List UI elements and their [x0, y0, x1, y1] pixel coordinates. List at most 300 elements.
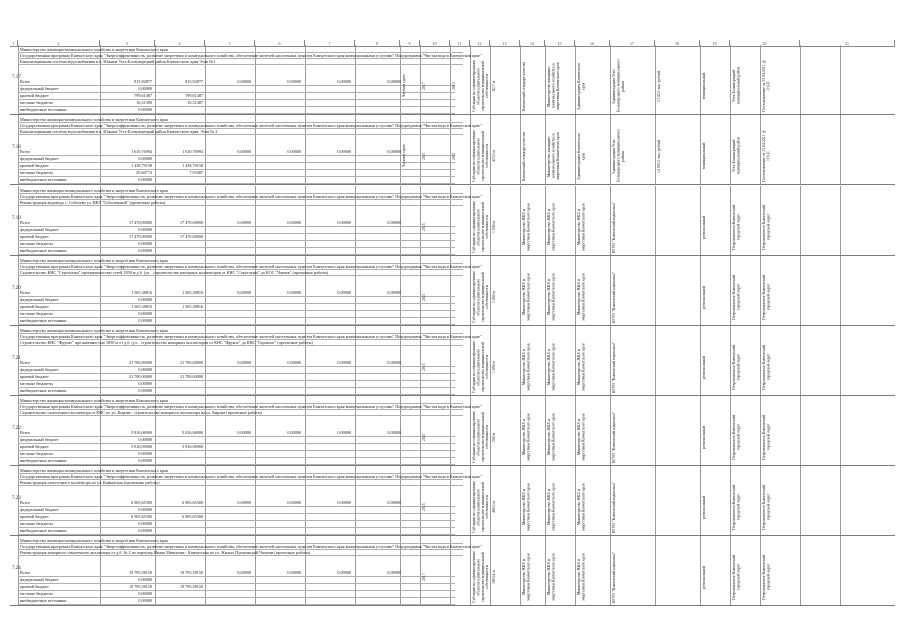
grid-line [840, 256, 841, 325]
table-row [10, 466, 895, 536]
finance-source-label: местные бюджеты [20, 311, 53, 316]
vertical-cell-text: Министерство ЖКХ и энергетики Камчатского края [577, 203, 586, 251]
vertical-cell-text: 2021 [452, 152, 456, 160]
grid-line [800, 45, 801, 114]
grid-line [545, 326, 546, 395]
row-line [18, 162, 455, 163]
grid-line [700, 536, 701, 605]
grid-line [730, 466, 731, 535]
finance-year-value: 1 565,38816 [182, 304, 203, 309]
grid-line [545, 115, 546, 184]
vertical-cell-text: региональный [702, 355, 706, 379]
grid-line [545, 396, 546, 465]
finance-total-value: 6 905,65300 [131, 514, 152, 519]
grid-line [730, 396, 731, 465]
grid-line [840, 536, 841, 605]
grid-line [490, 186, 491, 255]
grid-line [575, 466, 576, 535]
finance-total-value: 0,00000 [138, 248, 152, 253]
vertical-cell-text [452, 270, 466, 324]
finance-source-label: местные бюджеты [20, 170, 53, 175]
vertical-cell-text: КГУП "Камчатский водоканал" [612, 411, 616, 463]
row-line [18, 576, 455, 577]
row-number: 7.22 [12, 426, 21, 431]
row-line [18, 443, 455, 444]
finance-source-label: федеральный бюджет [20, 577, 59, 582]
finance-source-label: внебюджетные источники [20, 528, 67, 533]
column-header-cell: 18 [655, 40, 700, 47]
finance-zero-value: 0,00000 [287, 360, 301, 365]
finance-zero-value: 0,00000 [237, 430, 251, 435]
column-header-cell: 9 [400, 40, 420, 47]
object-description-line: Государственная программа Камчатского края "Энергоэффективность, развитие энергетики и коммунального хозяйства, обеспечение жителей населенных пунктов Камчатского края коммунальными услугами" Подпрограмма "Чистая вода в Камчатском крае" [20, 404, 482, 409]
finance-source-label: Всего [20, 149, 31, 154]
grid-line [760, 326, 761, 395]
vertical-cell-text [402, 550, 416, 604]
grid-line [490, 466, 491, 535]
row-line [18, 113, 455, 114]
grid-line [490, 396, 491, 465]
row-line [18, 205, 463, 206]
grid-line [575, 186, 576, 255]
finance-zero-value: 0,00000 [337, 220, 351, 225]
grid-line [760, 396, 761, 465]
grid-line [840, 45, 841, 114]
row-line [18, 324, 455, 325]
finance-total-value: 0,00000 [138, 388, 152, 393]
grid-line [490, 45, 491, 114]
finance-total-value: 19 795,58150 [128, 570, 152, 575]
vertical-cell-text: 480,5 м [492, 501, 496, 513]
row-line [18, 366, 455, 367]
grid-line [610, 396, 611, 465]
row-line [18, 310, 455, 311]
finance-total-value: 29,60774 [136, 170, 152, 175]
grid-line [545, 186, 546, 255]
vertical-cell-text: Министерство ЖКХ и энергетики Камчатского края [547, 413, 556, 461]
vertical-cell-text: Министерство ЖКХ и энергетики Камчатского края [522, 273, 531, 321]
vertical-cell-text: Петропавловск-Камчатский городской округ [732, 204, 741, 250]
grid-line [520, 466, 521, 535]
vertical-cell-text [402, 270, 416, 324]
finance-total-value: 1 438,79158 [131, 163, 152, 168]
vertical-cell-text: Петропавловск-Камчатский городской округ [762, 484, 771, 530]
vertical-cell-text [657, 200, 695, 254]
vertical-cell-text: Петропавловск-Камчатский городской округ [732, 414, 741, 460]
finance-zero-value: 0,00000 [287, 79, 301, 84]
finance-source-label: Всего [20, 500, 31, 505]
row-line [18, 555, 463, 556]
row-number: 7.23 [12, 496, 21, 501]
vertical-cell-text [402, 340, 416, 394]
finance-zero-value: 0,00000 [237, 360, 251, 365]
finance-source-label: внебюджетные источники [20, 107, 67, 112]
vertical-cell-text [452, 200, 466, 254]
finance-source-label: краевой бюджет [20, 234, 49, 239]
vertical-cell-text [657, 480, 695, 534]
vertical-cell-text: Министерство ЖКХ и энергетики Камчатского края [577, 413, 586, 461]
grid-line [760, 45, 761, 114]
object-description-line: Государственная программа Камчатского края "Энергоэффективность, развитие энергетики и коммунального хозяйства, обеспечение жителей населенных пунктов Камчатского края коммунальными услугами" Подпрограмма "Чистая вода в Камчатском крае" [20, 123, 482, 128]
vertical-cell-text: Субсидии на софинансирование объектов капитального строительства муниципальной собственности [472, 410, 490, 464]
vertical-cell-text [657, 410, 695, 464]
grid-line [545, 466, 546, 535]
finance-zero-value: 0,00000 [337, 500, 351, 505]
row-line [18, 155, 455, 156]
object-description-line: Министерство жилищно-коммунального хозяйства и энергетики Камчатского края [20, 398, 168, 403]
object-description-line: Канализационная система водоснабжения в п. Южные Усть-Большерецкий район Камчатского края Этап №1 [20, 59, 216, 64]
vertical-cell-text: Министерство жилищно-коммунального хозяйства и энергетики Камчатского края [547, 132, 560, 180]
finance-zero-value: 0,00000 [237, 220, 251, 225]
grid-line [520, 326, 521, 395]
finance-year-value: 17 470,00000 [179, 220, 203, 225]
vertical-cell-text: Петропавловск-Камчатский городской округ [762, 274, 771, 320]
column-header-cell: 7 [305, 40, 355, 47]
finance-source-label: федеральный бюджет [20, 297, 59, 302]
column-header-cell: 6 [255, 40, 305, 47]
row-line [18, 240, 455, 241]
vertical-cell-text: 200 м [492, 432, 496, 442]
grid-line [840, 115, 841, 184]
finance-source-label: краевой бюджет [20, 444, 49, 449]
finance-year-value: 17 470,00000 [179, 234, 203, 239]
vertical-cell-text: муниципальный [702, 142, 706, 170]
finance-total-value: 0,00000 [138, 107, 152, 112]
row-number: 7.17 [12, 75, 21, 80]
column-header-cell: 17 [610, 40, 655, 47]
column-header-cell: 20 [730, 40, 800, 47]
grid-line [610, 536, 611, 605]
vertical-cell-text: 1963,4 м [492, 570, 496, 584]
finance-total-value: 0,00000 [138, 227, 152, 232]
row-line [18, 296, 455, 297]
finance-total-value: 0,00000 [138, 86, 152, 91]
row-line [18, 590, 455, 591]
finance-total-value: 5 816,06900 [131, 430, 152, 435]
grid-line [800, 536, 801, 605]
row-line [18, 513, 455, 514]
grid-line [730, 256, 731, 325]
finance-total-value: 21 700,00000 [128, 360, 152, 365]
vertical-cell-text: 1 500 м [492, 221, 496, 233]
finance-zero-value: 0,00000 [337, 360, 351, 365]
finance-year-value: 19 795,58150 [179, 584, 203, 589]
finance-source-label: Всего [20, 430, 31, 435]
finance-zero-value: 0,00000 [287, 149, 301, 154]
vertical-cell-text: Министерство ЖКХ и энергетики Камчатского края [522, 483, 531, 531]
finance-total-value: 0,00000 [138, 458, 152, 463]
grid-line [655, 45, 656, 114]
row-line [18, 604, 455, 605]
finance-source-label: краевой бюджет [20, 584, 49, 589]
vertical-cell-text: Петропавловск-Камчатский городской округ [762, 344, 771, 390]
finance-year-value: 7,93487 [189, 170, 203, 175]
table-row [10, 115, 895, 185]
column-header-cell: 11 [450, 40, 470, 47]
grid-line [490, 536, 491, 605]
grid-line [520, 396, 521, 465]
grid-line [800, 396, 801, 465]
grid-line [800, 326, 801, 395]
object-description-line: Государственная программа Камчатского края "Энергоэффективность, развитие энергетики и коммунального хозяйства, обеспечение жителей населенных пунктов Камчатского края коммунальными услугами" Подпрограмма "Чистая вода в Камчатском крае" [20, 264, 482, 269]
column-header-cell: 16 [575, 40, 610, 47]
finance-year-value: 6 905,65300 [182, 500, 203, 505]
row-line [18, 464, 455, 465]
finance-zero-value: 0,00000 [387, 430, 401, 435]
finance-source-label: внебюджетные источники [20, 598, 67, 603]
vertical-cell-text: 82,7 м [492, 81, 496, 91]
object-description-line: Реконструкция напорного самотечного коллектора от д.б. № 2 по переулку Ивана Мамонова - Камчатская по ул. Жилых Пушкинской Чапаева (проектные работы) [20, 550, 311, 555]
finance-year-value: 6 905,65300 [182, 514, 203, 519]
grid-line [800, 115, 801, 184]
grid-line [610, 186, 611, 255]
vertical-cell-text: Министерство ЖКХ и энергетики Камчатского края [547, 203, 556, 251]
row-number: 7.20 [12, 286, 21, 291]
row-line [18, 415, 463, 416]
vertical-cell-text [452, 480, 466, 534]
finance-total-value: 19 795,58150 [128, 584, 152, 589]
finance-total-value: 0,00000 [138, 437, 152, 442]
finance-year-value: 1 610,76994 [182, 149, 203, 154]
vertical-cell-text: Субсидии на софинансирование объектов капитального строительства муниципальной собственности [472, 200, 490, 254]
vertical-cell-text: Министерство ЖКХ и энергетики Камчатского края [547, 553, 556, 601]
vertical-cell-text [452, 410, 466, 464]
grid-line [700, 256, 701, 325]
vertical-cell-text: Субсидии на софинансирование объектов капитального строительства муниципальной собственности [472, 129, 490, 183]
vertical-cell-text: 2017 [422, 82, 426, 90]
finance-total-value: 17 470,00000 [128, 220, 152, 225]
grid-line [655, 396, 656, 465]
column-header-cell: 13 [490, 40, 520, 47]
row-line [18, 436, 455, 437]
grid-line [655, 326, 656, 395]
vertical-cell-text: Министерство жилищно-коммунального хозяйства и энергетики Камчатского края [547, 62, 560, 110]
grid-line [490, 326, 491, 395]
grid-line [730, 536, 731, 605]
finance-total-value: 0,00000 [138, 577, 152, 582]
row-line [18, 597, 455, 598]
vertical-cell-text [452, 340, 466, 394]
object-description-line: Государственная программа Камчатского края "Энергоэффективность, развитие энергетики и коммунального хозяйства, обеспечение жителей населенных пунктов Камчатского края коммунальными услугами" Подпрограмма "Чистая вода в Камчатском крае" [20, 544, 482, 549]
finance-year-value: 21 700,00000 [179, 360, 203, 365]
finance-zero-value: 0,00000 [387, 79, 401, 84]
finance-source-label: внебюджетные источники [20, 318, 67, 323]
grid-line [610, 115, 611, 184]
table-row [10, 536, 895, 606]
row-line [18, 254, 455, 255]
vertical-cell-text: 14 563,5 тыс. рублей [657, 139, 661, 173]
grid-line [520, 115, 521, 184]
grid-line [760, 186, 761, 255]
finance-total-value: 0,00000 [138, 507, 152, 512]
column-header-cell: 5 [205, 40, 255, 47]
column-header-cell: 10 [420, 40, 450, 47]
row-line [18, 247, 455, 248]
finance-total-value: 21 700,00000 [128, 374, 152, 379]
object-description-line: Строительство КНС "Сероглазка" протяженностью сетей 1850 м д.б. (ул. . строительство напорных коллекторов от КНС "Сероглазка" до КОС "Чапаев" (проектные работы) [20, 270, 329, 275]
grid-line [520, 536, 521, 605]
grid-line [800, 186, 801, 255]
grid-line [760, 466, 761, 535]
row-number: 7.18 [12, 145, 21, 150]
finance-zero-value: 0,00000 [237, 500, 251, 505]
grid-line [545, 256, 546, 325]
row-line [18, 485, 463, 486]
finance-total-value: 5 816,06900 [131, 444, 152, 449]
finance-zero-value: 0,00000 [337, 290, 351, 295]
row-line [18, 64, 463, 65]
column-header-cell: 12 [470, 40, 490, 47]
vertical-cell-text [657, 340, 695, 394]
vertical-cell-text: КГУП "Камчатский водоканал" [612, 271, 616, 323]
vertical-cell-text: 2015 [422, 503, 426, 511]
finance-source-label: внебюджетные источники [20, 458, 67, 463]
vertical-cell-text: КГУП "Камчатский водоканал" [612, 341, 616, 393]
finance-source-label: краевой бюджет [20, 514, 49, 519]
grid-line [730, 186, 731, 255]
finance-total-value: 0,00000 [138, 381, 152, 386]
grid-line [730, 45, 731, 114]
object-description-line: Министерство жилищно-коммунального хозяйства и энергетики Камчатского края [20, 328, 168, 333]
row-line [18, 183, 455, 184]
vertical-cell-text: Администрация Камчатского края [577, 132, 586, 180]
finance-source-label: федеральный бюджет [20, 367, 59, 372]
vertical-cell-text: 1 850 м [492, 291, 496, 303]
finance-total-value: 0,00000 [138, 521, 152, 526]
vertical-cell-text: Субсидии на софинансирование объектов капитального строительства муниципальной собственности [472, 550, 490, 604]
vertical-cell-text: 423,5 м [492, 150, 496, 162]
grid-line [610, 466, 611, 535]
finance-year-value: 5 816,06900 [182, 430, 203, 435]
row-line [18, 303, 455, 304]
column-header-cell: 19 [700, 40, 730, 47]
row-line [18, 176, 455, 177]
row-line [18, 169, 455, 170]
finance-zero-value: 0,00000 [387, 220, 401, 225]
grid-line [490, 256, 491, 325]
object-description-line: Министерство жилищно-коммунального хозяйства и энергетики Камчатского края [20, 117, 168, 122]
vertical-cell-text: Петропавловск-Камчатский городской округ [762, 554, 771, 600]
finance-source-label: Всего [20, 220, 31, 225]
grid-line [655, 186, 656, 255]
finance-zero-value: 0,00000 [337, 79, 351, 84]
grid-line [840, 326, 841, 395]
object-description-line: Министерство жилищно-коммунального хозяйства и энергетики Камчатского края [20, 258, 168, 263]
finance-source-label: Всего [20, 570, 31, 575]
vertical-cell-text: Министерство ЖКХ и энергетики Камчатского края [577, 553, 586, 601]
finance-zero-value: 0,00000 [387, 500, 401, 505]
finance-source-label: федеральный бюджет [20, 86, 59, 91]
vertical-cell-text: Субсидии на софинансирование объектов капитального строительства муниципальной собственности [472, 59, 490, 113]
vertical-cell-text: Камчатский стандарт качества [522, 131, 526, 181]
table-row [10, 45, 895, 115]
row-line [18, 233, 455, 234]
vertical-cell-text: Министерство ЖКХ и энергетики Камчатского края [547, 343, 556, 391]
object-description-line: Реконструкция водовода с. Соболево ул. ВНЗ "Соболевский" (проектные работы) [20, 200, 166, 205]
finance-zero-value: 0,00000 [237, 570, 251, 575]
finance-zero-value: 0,00000 [337, 430, 351, 435]
row-line [18, 450, 455, 451]
grid-line [840, 466, 841, 535]
grid-line [700, 186, 701, 255]
grid-line [575, 45, 576, 114]
finance-total-value: 0,00000 [138, 297, 152, 302]
row-line [18, 317, 455, 318]
vertical-cell-text [657, 550, 695, 604]
vertical-cell-text [402, 200, 416, 254]
row-line [18, 527, 455, 528]
grid-line [730, 326, 731, 395]
vertical-cell-text: Усть-Большерецкий муниципальный район [732, 67, 741, 105]
finance-total-value: 0,00000 [138, 311, 152, 316]
finance-year-value: 1 565,38816 [182, 290, 203, 295]
vertical-cell-text: Петропавловск-Камчатский городской округ [732, 484, 741, 530]
finance-year-value: 815,92877 [185, 79, 203, 84]
finance-total-value: 1 610,76994 [131, 149, 152, 154]
object-description-line: Министерство жилищно-коммунального хозяйства и энергетики Камчатского края [20, 188, 168, 193]
vertical-cell-text: Субсидии на софинансирование объектов капитального строительства муниципальной собственности [472, 340, 490, 394]
grid-line [520, 256, 521, 325]
finance-source-label: краевой бюджет [20, 374, 49, 379]
finance-total-value: 0,00000 [138, 367, 152, 372]
vertical-cell-text: Министерство ЖКХ и энергетики Камчатского края [577, 343, 586, 391]
finance-total-value: 0,00000 [138, 177, 152, 182]
finance-zero-value: 0,00000 [237, 290, 251, 295]
finance-zero-value: 0,00000 [387, 149, 401, 154]
vertical-cell-text: Частная сдача [402, 74, 406, 98]
grid-line [760, 536, 761, 605]
finance-zero-value: 0,00000 [237, 149, 251, 154]
object-description-line: Государственная программа Камчатского края "Энергоэффективность, развитие энергетики и коммунального хозяйства, обеспечение жителей населенных пунктов Камчатского края коммунальными услугами" Подпрограмма "Чистая вода в Камчатском крае" [20, 474, 482, 479]
grid-line [840, 396, 841, 465]
vertical-cell-text: Петропавловск-Камчатский городской округ [732, 274, 741, 320]
finance-zero-value: 0,00000 [287, 430, 301, 435]
finance-total-value: 1 565,38816 [131, 304, 152, 309]
vertical-cell-text: 2021 [422, 433, 426, 441]
vertical-cell-text: 2013 [452, 82, 456, 90]
vertical-cell-text: 2015 [422, 223, 426, 231]
grid-line [700, 466, 701, 535]
finance-total-value: 815,92877 [134, 79, 152, 84]
row-line [18, 387, 455, 388]
grid-line [730, 115, 731, 184]
vertical-cell-text: региональный [702, 495, 706, 519]
vertical-cell-text: Частная сдача [402, 144, 406, 168]
object-description-line: Государственная программа Камчатского края "Энергоэффективность, развитие энергетики и коммунального хозяйства, обеспечение жителей населенных пунктов Камчатского края коммунальными услугами" Подпрограмма "Чистая вода в Камчатском крае" [20, 194, 482, 199]
grid-line [800, 256, 801, 325]
vertical-cell-text: КГУП "Камчатский водоканал" [612, 201, 616, 253]
object-description-line: Реконструкция самотечного коллектора по ул. Кавказская (проектные работы) [20, 480, 160, 485]
vertical-cell-text [657, 270, 695, 324]
row-number: 7.19 [12, 216, 21, 221]
vertical-cell-text: Субсидии на софинансирование объектов капитального строительства муниципальной собственности [472, 480, 490, 534]
object-description-line: Государственная программа Камчатского края "Энергоэффективность, развитие энергетики и коммунального хозяйства, обеспечение жителей населенных пунктов Камчатского края коммунальными услугами" Подпрограмма "Чистая вода в Камчатском крае" [20, 334, 482, 339]
grid-line [655, 536, 656, 605]
finance-year-value: 1 438,79158 [182, 163, 203, 168]
vertical-cell-text: Администрация Усть-Большерецкого муниципального района [612, 59, 625, 113]
grid-line [575, 256, 576, 325]
finance-source-label: федеральный бюджет [20, 227, 59, 232]
row-line [18, 520, 455, 521]
finance-zero-value: 0,00000 [287, 570, 301, 575]
grid-line [700, 326, 701, 395]
finance-source-label: местные бюджеты [20, 591, 53, 596]
finance-year-value: 799,61487 [185, 93, 203, 98]
finance-zero-value: 0,00000 [287, 290, 301, 295]
table-row [10, 326, 895, 396]
vertical-cell-text: Постановление от 23.04.2021 № 119-П [762, 129, 771, 183]
finance-source-label: внебюджетные источники [20, 388, 67, 393]
